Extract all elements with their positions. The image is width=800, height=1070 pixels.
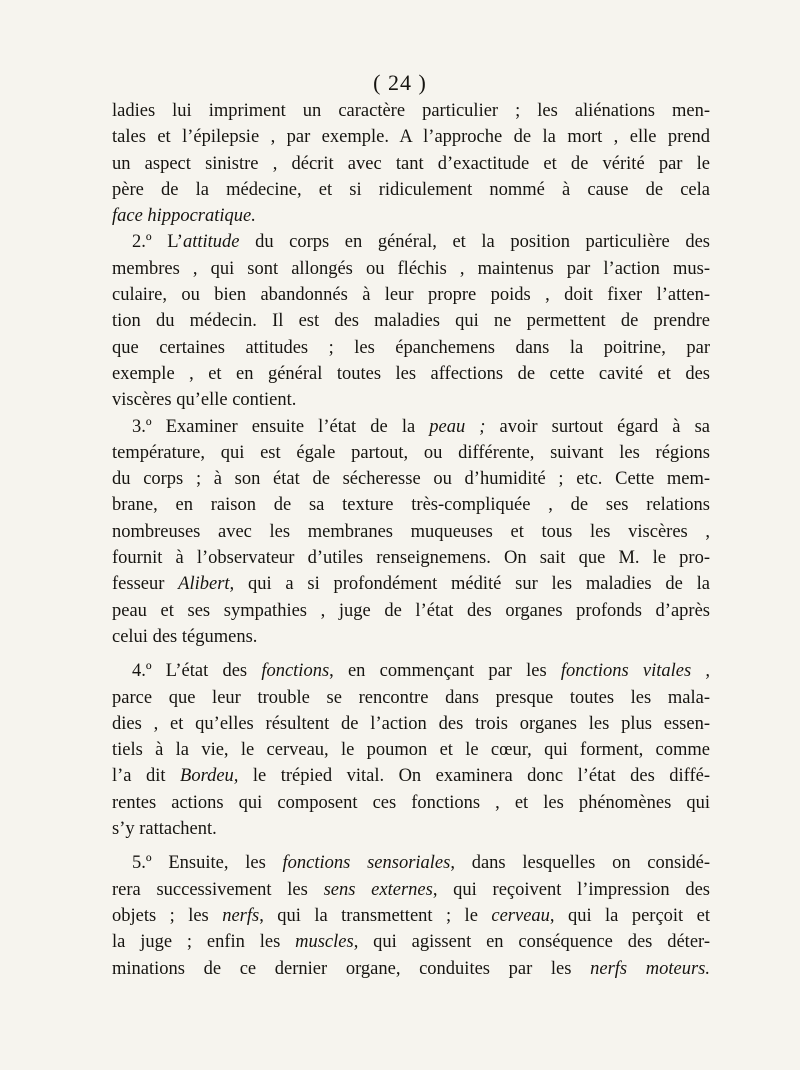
text-run: brane, en raison de sa texture très-compliquée , de ses relations <box>112 495 710 516</box>
text-run: le trépied vital. On examinera donc l’état des diffé- <box>238 766 710 787</box>
text-run: rentes actions qui composent ces fonctions , et les phénomènes qui <box>112 792 710 813</box>
italic-text: sens externes <box>323 879 433 900</box>
text-line <box>112 308 710 334</box>
paragraph-gap <box>112 650 710 658</box>
text-run: tales et l’épilepsie , par exemple. A l’approche de la mort , elle prend <box>112 127 710 148</box>
text-run: père de la médecine, et si ridiculement nommé à cause de cela <box>112 179 710 200</box>
text-run: tiels à la vie, le cerveau, le poumon et le cœur, qui forment, comme <box>112 740 710 761</box>
italic-text: fonctions <box>261 661 330 682</box>
text-run: dies , et qu’elles résultent de l’action des trois organes les plus essen- <box>112 713 710 734</box>
text-line <box>112 361 710 387</box>
text-line <box>112 177 710 203</box>
text-line <box>112 737 710 763</box>
text-line <box>112 387 710 413</box>
text-line <box>112 151 710 177</box>
text-run: qui a si profondément médité sur les maladies de la <box>234 574 710 595</box>
italic-text: face hippocratique. <box>112 206 256 227</box>
text-line <box>112 763 710 789</box>
text-line <box>112 571 710 597</box>
text-run: culaire, ou bien abandonnés à leur propre poids , doit fixer l’atten- <box>112 285 710 306</box>
text-line <box>112 658 710 684</box>
text-line <box>112 598 710 624</box>
text-run: du corps en général, et la position particulière des <box>239 232 710 253</box>
italic-text: fonctions vitales , <box>560 661 710 682</box>
text-line <box>112 711 710 737</box>
italic-text: Alibert, <box>178 574 235 595</box>
text-run: fesseur <box>112 574 179 595</box>
text-run: que certaines attitudes ; les épanchemens dans la poitrine, par <box>112 337 710 358</box>
body-text <box>112 98 710 982</box>
text-run: nombreuses avec les membranes muqueuses et tous les viscères , <box>112 521 710 542</box>
text-run: un aspect sinistre , décrit avec tant d’exactitude et de vérité par le <box>112 153 710 174</box>
page-number: ( 24 ) <box>373 70 427 95</box>
italic-text: cerveau <box>491 905 550 926</box>
text-line <box>112 956 710 982</box>
italic-text: Bordeu, <box>180 766 239 787</box>
text-run: parce que leur trouble se rencontre dans presque toutes les mala- <box>112 687 710 708</box>
text-run: viscères qu’elle contient. <box>112 390 297 411</box>
text-run: celui des tégumens. <box>112 626 258 647</box>
text-line <box>112 256 710 282</box>
text-run: tion du médecin. Il est des maladies qui ne permettent de prendre <box>112 311 710 332</box>
text-line <box>112 414 710 440</box>
text-line <box>112 335 710 361</box>
text-line <box>112 929 710 955</box>
italic-text: peau ; <box>429 416 486 437</box>
text-line <box>112 203 710 229</box>
italic-text: nerfs <box>222 905 260 926</box>
text-line <box>112 466 710 492</box>
text-line <box>112 850 710 876</box>
text-run: , qui la transmettent ; le <box>259 905 492 926</box>
text-run: 2.º L’ <box>132 232 183 253</box>
text-run: peau et ses sympathies , juge de l’état des organes profonds d’après <box>112 600 710 621</box>
text-run: , qui la perçoit et <box>549 905 710 926</box>
text-run: s’y rattachent. <box>112 819 217 840</box>
text-line <box>112 624 710 650</box>
text-run: 3.º Examiner ensuite l’état de la <box>132 416 430 437</box>
text-line <box>112 877 710 903</box>
text-run: avoir surtout égard à sa <box>485 416 710 437</box>
italic-text: fonctions sensoriales <box>282 853 451 874</box>
italic-text: nerfs moteurs. <box>590 958 710 979</box>
text-run: fournit à l’observateur d’utiles renseignemens. On sait que M. le pro- <box>112 548 710 569</box>
text-line <box>112 816 710 842</box>
text-run: minations de ce dernier organe, conduites par les <box>112 958 591 979</box>
text-run: , dans lesquelles on considé- <box>450 853 710 874</box>
text-run: 5.º Ensuite, les <box>132 853 283 874</box>
text-run: exemple , et en général toutes les affections de cette cavité et des <box>112 363 710 384</box>
text-line <box>112 685 710 711</box>
text-run: , qui agissent en conséquence des déter- <box>353 932 710 953</box>
text-run: la juge ; enfin les <box>112 932 296 953</box>
text-run: température, qui est égale partout, ou différente, suivant les régions <box>112 442 710 463</box>
text-run: du corps ; à son état de sécheresse ou d’humidité ; etc. Cette mem- <box>112 469 710 490</box>
text-line <box>112 440 710 466</box>
text-line <box>112 545 710 571</box>
text-line <box>112 519 710 545</box>
text-run: , qui reçoivent l’impression des <box>432 879 710 900</box>
text-line <box>112 282 710 308</box>
text-line <box>112 98 710 124</box>
text-run: 4.º L’état des <box>132 661 262 682</box>
text-line <box>112 790 710 816</box>
text-line <box>112 124 710 150</box>
paragraph-gap <box>112 842 710 850</box>
text-line <box>112 229 710 255</box>
text-run: objets ; les <box>112 905 223 926</box>
text-run: , en commençant par les <box>329 661 561 682</box>
text-line <box>112 903 710 929</box>
italic-text: muscles <box>295 932 354 953</box>
text-line <box>112 492 710 518</box>
text-run: membres , qui sont allongés ou fléchis , maintenus par l’action mus- <box>112 258 710 279</box>
text-run: l’a dit <box>112 766 181 787</box>
italic-text: attitude <box>182 232 240 253</box>
text-run: ladies lui impriment un caractère particulier ; les aliénations men- <box>112 101 710 121</box>
text-run: rera successivement les <box>112 879 324 900</box>
